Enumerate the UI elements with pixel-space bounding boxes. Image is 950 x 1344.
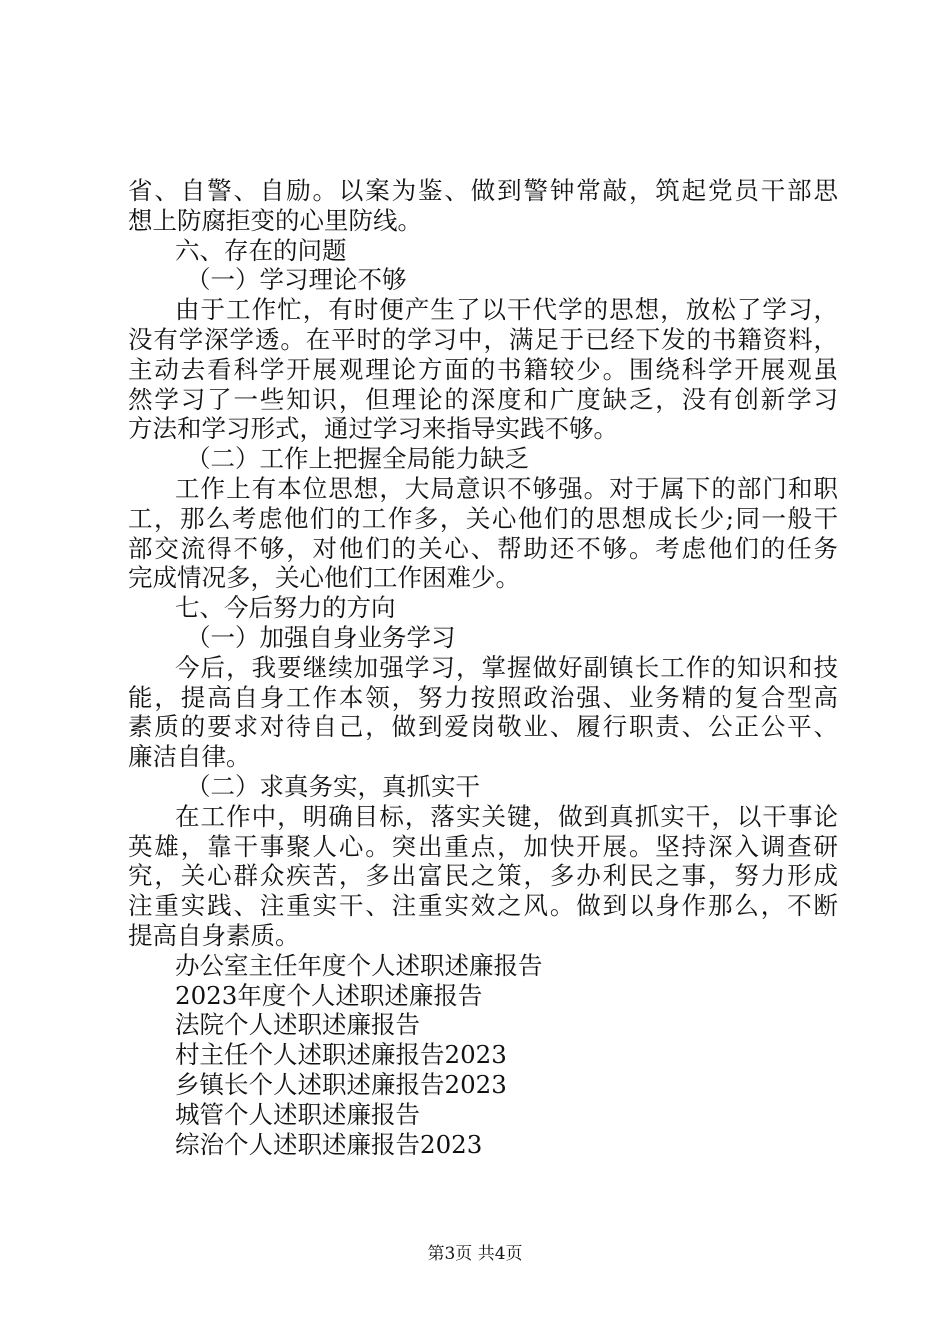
related-title: 法院个人述职述廉报告 xyxy=(175,1010,420,1040)
paragraph-line: 提高自身素质。 xyxy=(128,920,300,950)
subsection-heading: （二）工作上把握全局能力缺乏 xyxy=(186,444,529,474)
paragraph-line: 究，关心群众疾苦，多出富民之策，多办利民之事，努力形成 xyxy=(128,861,838,891)
paragraph-line: 在工作中，明确目标，落实关键，做到真抓实干，以干事论 xyxy=(175,801,838,831)
section-heading: 七、今后努力的方向 xyxy=(175,593,396,623)
paragraph-line: 工作上有本位思想，大局意识不够强。对于属下的部门和职 xyxy=(175,473,838,503)
related-title: 办公室主任年度个人述职述廉报告 xyxy=(175,950,543,980)
paragraph-line: 主动去看科学开展观理论方面的书籍较少。围绕科学开展观虽 xyxy=(128,354,838,384)
paragraph-line: 素质的要求对待自己，做到爱岗敬业、履行职责、公正公平、 xyxy=(128,712,838,742)
related-title: 综治个人述职述廉报告2023 xyxy=(175,1129,483,1159)
paragraph-line: 部交流得不够，对他们的关心、帮助还不够。考虑他们的任务 xyxy=(128,533,838,563)
paragraph-line: 由于工作忙，有时便产生了以干代学的思想，放松了学习， xyxy=(175,295,838,325)
related-title: 2023年度个人述职述廉报告 xyxy=(175,980,483,1010)
paragraph-line: 英雄，靠干事聚人心。突出重点，加快开展。坚持深入调查研 xyxy=(128,831,838,861)
subsection-heading: （一）学习理论不够 xyxy=(186,265,407,295)
document-body xyxy=(128,176,838,1159)
paragraph-line: 能，提高自身工作本领，努力按照政治强、业务精的复合型高 xyxy=(128,682,838,712)
paragraph-line: 省、自警、自励。以案为鉴、做到警钟常敲，筑起党员干部思 xyxy=(128,176,838,205)
section-heading: 六、存在的问题 xyxy=(175,235,347,265)
paragraph-line: 然学习了一些知识，但理论的深度和广度缺乏，没有创新学习 xyxy=(128,384,838,414)
paragraph-line: 注重实践、注重实干、注重实效之风。做到以身作那么，不断 xyxy=(128,891,838,921)
page-number: 第3页 共4页 xyxy=(427,1244,523,1264)
paragraph-line: 工，那么考虑他们的工作多，关心他们的思想成长少;同一般干 xyxy=(128,503,838,533)
related-title: 村主任个人述职述廉报告2023 xyxy=(175,1040,507,1070)
paragraph-line: 完成情况多，关心他们工作困难少。 xyxy=(128,563,520,593)
related-title: 城管个人述职述廉报告 xyxy=(175,1099,420,1129)
paragraph-line: 想上防腐拒变的心里防线。 xyxy=(128,205,422,235)
subsection-heading: （二）求真务实，真抓实干 xyxy=(186,771,480,801)
paragraph-line: 廉洁自律。 xyxy=(128,742,251,772)
related-title: 乡镇长个人述职述廉报告2023 xyxy=(175,1069,507,1099)
paragraph-line: 今后，我要继续加强学习，掌握做好副镇长工作的知识和技 xyxy=(175,652,838,682)
paragraph-line: 方法和学习形式，通过学习来指导实践不够。 xyxy=(128,414,618,444)
paragraph-line: 没有学深学透。在平时的学习中，满足于已经下发的书籍资料， xyxy=(128,324,838,354)
subsection-heading: （一）加强自身业务学习 xyxy=(186,622,456,652)
